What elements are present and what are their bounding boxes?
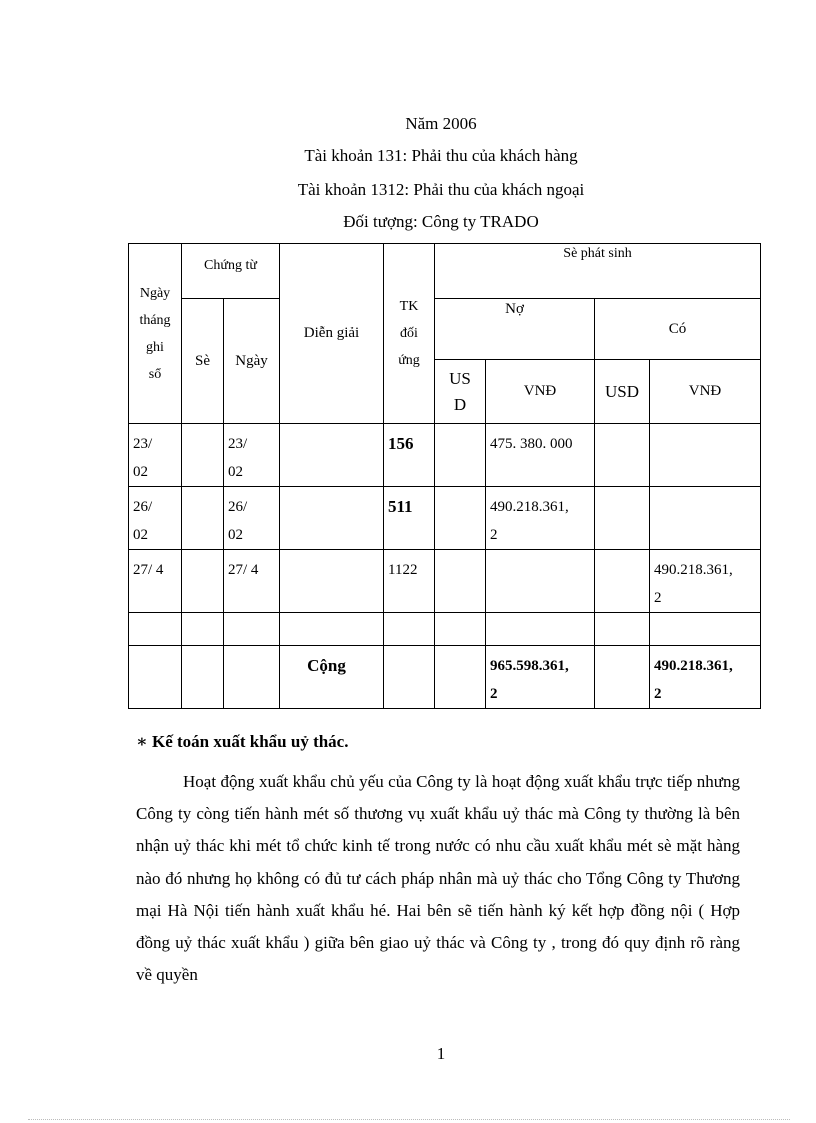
year-heading: Năm 2006 (405, 114, 477, 133)
total-label: Cộng (307, 656, 346, 675)
col-date-header: Ngày tháng ghi sổ (129, 244, 182, 424)
col-debit-header: Nợ (435, 299, 595, 360)
col-arising-header: Sè phát sinh (435, 244, 761, 299)
account-1312-heading: Tài khoản 1312: Phải thu của khách ngoại (297, 180, 585, 199)
table-row: 26/ 02 26/ 02 511 490.218.361, 2 (129, 487, 761, 550)
col-debit-usd-header: US D (435, 360, 486, 424)
page-bottom-rule (28, 1119, 790, 1120)
body-paragraph: Hoạt động xuất khẩu chủ yếu của Công ty là hoạt động xuất khẩu trực tiếp nhưng Công ty còng tiến hành mét số thương vụ xuất khẩu uỷ thác mà Công ty thường là bên nhận uỷ thác khi mét tổ chức kinh tế trong nước có nhu cầu xuất khẩu mét sè mặt hàng nào đó nhưng họ không có đủ tư cách pháp nhân mà uỷ thác cho Tổng Công ty Thương mại Hà Nội tiến hành xuất khẩu hé. Hai bên sẽ tiến hành ký kết hợp đồng nội ( Hợp đồng uỷ thác xuất khẩu ) giữa bên giao uỷ thác và Công ty , trong đó quy định rõ ràng về quyền (136, 772, 740, 985)
col-voucher-no-header: Sè (182, 299, 224, 424)
col-description-header: Diễn giải (280, 244, 384, 424)
account-131-heading: Tài khoản 131: Phải thu của khách hàng (304, 146, 578, 165)
col-credit-header: Có (595, 299, 761, 360)
col-debit-vnd-header: VNĐ (486, 360, 595, 424)
page-number: 1 (436, 1044, 446, 1063)
table-row-empty (129, 613, 761, 646)
subject-heading: Đối tượng: Công ty TRADO (343, 212, 539, 231)
table-total-row (129, 646, 761, 709)
bullet-icon: ∗ (136, 732, 148, 751)
ledger-table (128, 243, 761, 709)
table-row: 23/ 02 23/ 02 156 475. 380. 000 (129, 424, 761, 487)
col-voucher-header: Chứng từ (182, 244, 280, 299)
total-credit-vnd: 490.218.361, 2 (654, 658, 733, 702)
section-title: ∗ Kế toán xuất khẩu uỷ thác. (136, 732, 349, 751)
col-credit-vnd-header: VNĐ (650, 360, 761, 424)
table-row: 27/ 4 27/ 4 1122 490.218.361, 2 (129, 550, 761, 613)
col-credit-usd-header: USD (595, 360, 650, 424)
col-voucher-date-header: Ngày (224, 299, 280, 424)
total-debit-vnd: 965.598.361, 2 (490, 658, 569, 702)
col-account-header: TK đối ứng (384, 244, 435, 424)
